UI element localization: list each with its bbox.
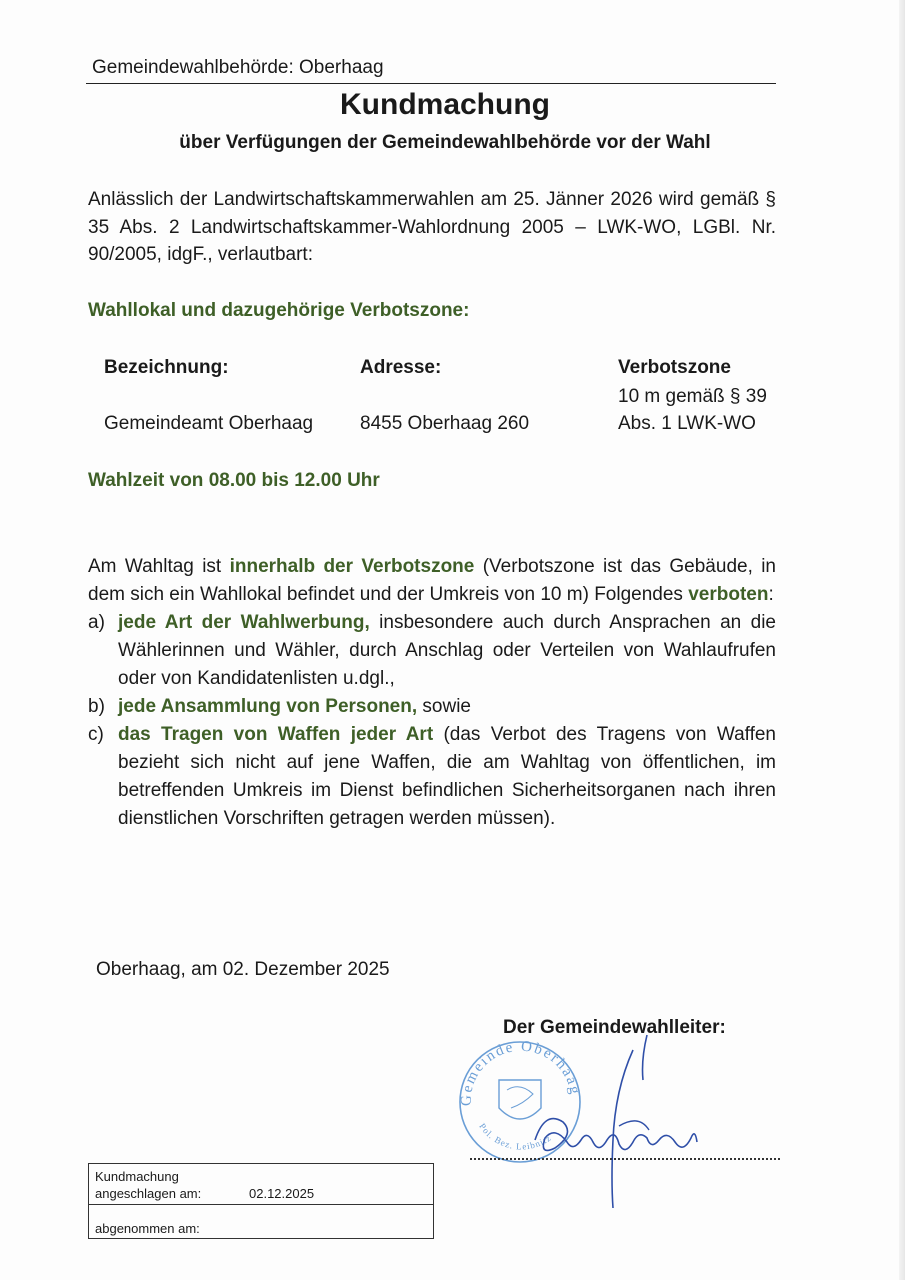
intro-emphasis-zone: innerhalb der Verbotszone (229, 556, 475, 577)
list-item (88, 609, 776, 693)
header-rule (86, 83, 776, 84)
station-name: Gemeindeamt Oberhaag (104, 413, 314, 434)
list-marker: b) (88, 696, 105, 717)
prohibitions-section (88, 553, 776, 833)
column-header-address: Adresse: (360, 357, 442, 378)
zone-value-line2: Abs. 1 LWK-WO (618, 413, 756, 434)
column-header-zone: Verbotszone (618, 357, 731, 378)
page-title: Kundmachung (340, 88, 550, 121)
list-item-emphasis: jede Ansammlung von Personen, (118, 696, 418, 717)
list-item-emphasis: jede Art der Wahlwerbung, (118, 612, 370, 633)
prohibitions-intro (88, 553, 776, 609)
list-item-emphasis: das Tragen von Waffen jeder Art (118, 724, 434, 745)
box-divider (89, 1204, 433, 1205)
notice-label: Kundmachung (95, 1169, 179, 1184)
station-address: 8455 Oberhaag 260 (360, 413, 530, 434)
intro-text-2: (Verbotszone ist das Gebäude, in dem sich ein Wahllokal befindet und der Umkreis von 10 m) Folgendes (88, 556, 776, 605)
place-date: Oberhaag, am 02. Dezember 2025 (96, 959, 390, 980)
list-item-text: (das Verbot des Tragens von Waffen bezieht sich nicht auf jene Waffen, die am Wahltag von öffentlichen, im betreffenden Umkreis im Dienst befindlichen Sicherheitsorganen nach ihren dienstlichen Vorschriften getragen werden müssen). (118, 724, 776, 829)
list-marker: a) (88, 612, 105, 633)
polling-station-heading: Wahllokal und dazugehörige Verbotszone: (88, 300, 470, 321)
list-marker: c) (88, 724, 104, 745)
list-item (88, 721, 776, 833)
signature-line (470, 1158, 780, 1160)
posted-label: angeschlagen am: (95, 1186, 202, 1201)
signature-handwritten (515, 1030, 715, 1215)
zone-value-line1: 10 m gemäß § 39 (618, 386, 767, 407)
prohibitions-list (88, 609, 776, 833)
notice-box (88, 1163, 434, 1239)
stamp-text-top: Gemeinde Oberhaag (458, 1038, 584, 1107)
authority-line: Gemeindewahlbehörde: Oberhaag (92, 57, 384, 78)
intro-text-3: : (768, 584, 774, 605)
voting-time: Wahlzeit von 08.00 bis 12.00 Uhr (88, 470, 380, 491)
posted-date: 02.12.2025 (249, 1186, 315, 1201)
list-item-text: insbesondere auch durch Ansprachen an die Wählerinnen und Wähler, durch Anschlag oder Verteilen von Wahlaufrufen oder von Kandidatenlisten u.dgl., (118, 612, 777, 689)
list-item (88, 693, 776, 721)
signer-title: Der Gemeindewahlleiter: (503, 1017, 726, 1038)
page-edge (899, 0, 905, 1280)
stamp-text-bottom: Pol. Bez. Leibnitz (477, 1121, 554, 1152)
intro-text-1: Am Wahltag ist (88, 556, 230, 577)
intro-paragraph: Anlässlich der Landwirtschaftskammerwahlen am 25. Jänner 2026 wird gemäß § 35 Abs. 2 Landwirtschaftskammer-Wahlordnung 2005 – LWK-WO, LGBl. Nr. 90/2005, idgF., verlautbart: (88, 189, 776, 265)
page-subtitle: über Verfügungen der Gemeindewahlbehörde vor der Wahl (179, 132, 711, 153)
list-item-text: sowie (417, 696, 471, 717)
removed-label: abgenommen am: (95, 1221, 200, 1236)
column-header-name: Bezeichnung: (104, 357, 229, 378)
intro-emphasis-prohibited: verboten (688, 584, 769, 605)
